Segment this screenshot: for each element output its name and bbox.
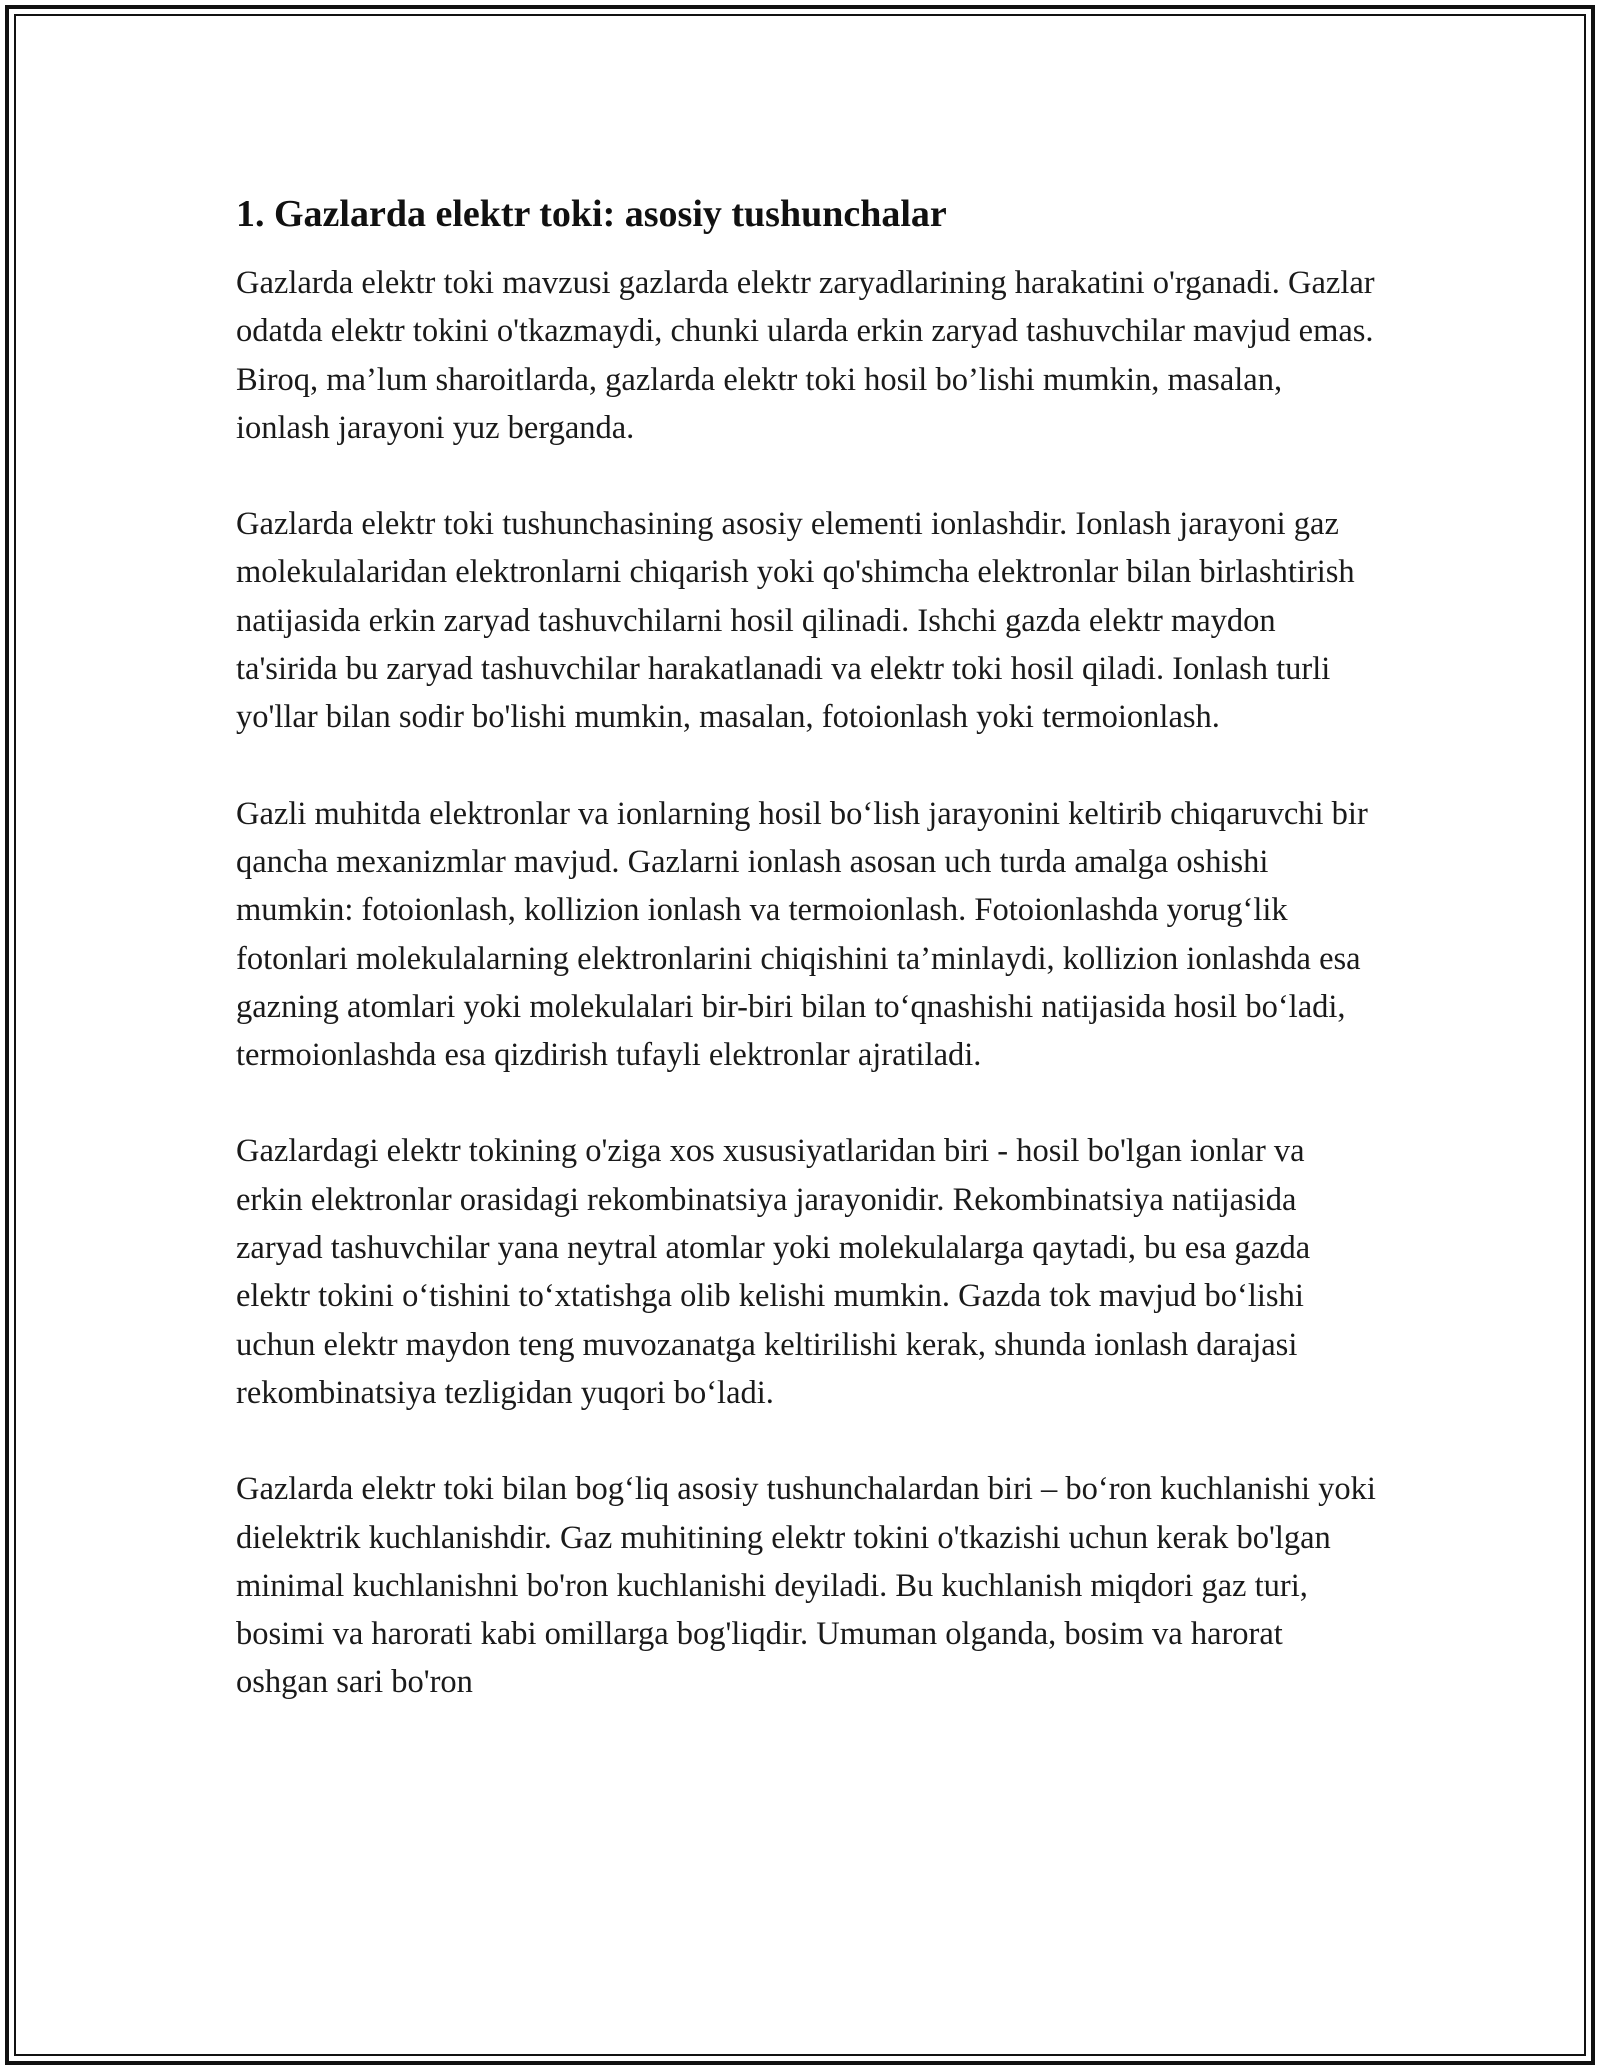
section-heading: 1. Gazlarda elektr toki: asosiy tushunchalar bbox=[236, 193, 947, 235]
paragraph-3: Gazli muhitda elektronlar va ionlarning hosil bo‘lish jarayonini keltirib chiqaruvchi bir qancha mexanizmlar mavjud. Gazlarni ionlash asosan uch turda amalga oshishi mumkin: fotoionlash, kollizion ionlash va termoionlash. Fotoionlashda yorug‘lik fotonlari molekulalarning elektronlarini chiqishini ta’minlaydi, kollizion ionlashda esa gazning atomlari yoki molekulalari bir-biri bilan to‘qnashishi natijasida hosil bo‘ladi, termoionlashda esa qizdirish tufayli elektronlar ajratiladi. bbox=[236, 795, 1368, 1074]
paragraph-4: Gazlardagi elektr tokining o'ziga xos xususiyatlaridan biri - hosil bo'lgan ionlar va erkin elektronlar orasidagi rekombinatsiya jarayonidir. Rekombinatsiya natijasida zaryad tashuvchilar yana neytral atomlar yoki molekulalarga qaytadi, bu esa gazda elektr tokini o‘tishini to‘xtatishga olib kelishi mumkin. Gazda tok mavjud bo‘lishi uchun elektr maydon teng muvozanatga keltirilishi kerak, shunda ionlash darajasi rekombinatsiya tezligidan yuqori bo‘ladi. bbox=[236, 1133, 1311, 1411]
paragraph-2: Gazlarda elektr toki tushunchasining asosiy elementi ionlashdir. Ionlash jarayoni gaz molekulalaridan elektronlarni chiqarish yoki qo'shimcha elektronlar bilan birlashtirish natijasida erkin zaryad tashuvchilarni hosil qilinadi. Ishchi gazda elektr maydon ta'sirida bu zaryad tashuvchilar harakatlanadi va elektr toki hosil qiladi. Ionlash turli yo'llar bilan sodir bo'lishi mumkin, masalan, fotoionlash yoki termoionlash. bbox=[236, 506, 1355, 736]
document-body bbox=[236, 188, 1376, 1755]
paragraph-5: Gazlarda elektr toki bilan bog‘liq asosiy tushunchalardan biri – bo‘ron kuchlanishi yoki dielektrik kuchlanishdir. Gaz muhitining elektr tokini o'tkazishi uchun kerak bo'lgan minimal kuchlanishni bo'ron kuchlanishi deyiladi. Bu kuchlanish miqdori gaz turi, bosimi va harorati kabi omillarga bog'liqdir. Umuman olganda, bosim va harorat oshgan sari bo'ron bbox=[236, 1471, 1376, 1701]
paragraph-1: Gazlarda elektr toki mavzusi gazlarda elektr zaryadlarining harakatini o'rganadi. Gazlar odatda elektr tokini o'tkazmaydi, chunki ularda erkin zaryad tashuvchilar mavjud emas. Biroq, ma’lum sharoitlarda, gazlarda elektr toki hosil bo’lishi mumkin, masalan, ionlash jarayoni yuz berganda. bbox=[236, 265, 1375, 446]
